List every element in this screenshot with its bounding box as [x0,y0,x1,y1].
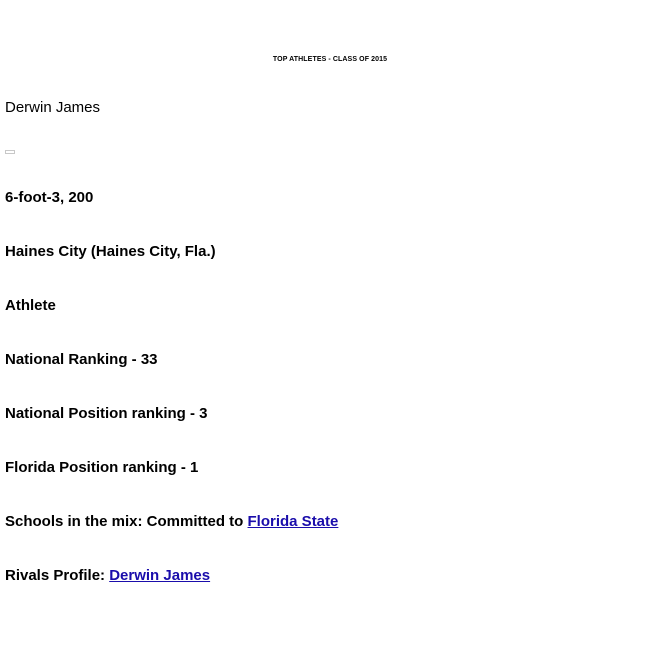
rivals-profile-link[interactable]: Derwin James [109,567,211,584]
page-title: TOP ATHLETES - CLASS OF 2015 [272,56,388,63]
state-position-ranking: Florida Position ranking - 1 [5,459,199,476]
national-ranking: National Ranking - 33 [5,351,158,368]
athlete-name: Derwin James [5,99,101,116]
athlete-measurements: 6-foot-3, 200 [5,189,94,206]
athlete-position: Athlete [5,297,56,314]
schools-label: Schools in the mix: Committed to [5,513,248,530]
schools-in-the-mix [5,513,338,530]
athlete-school: Haines City (Haines City, Fla.) [5,243,216,260]
florida-state-link[interactable]: Florida State [247,513,339,530]
national-position-ranking: National Position ranking - 3 [5,405,208,422]
rivals-label: Rivals Profile: [5,567,110,584]
broken-image-icon [5,150,15,154]
rivals-profile [5,567,210,584]
